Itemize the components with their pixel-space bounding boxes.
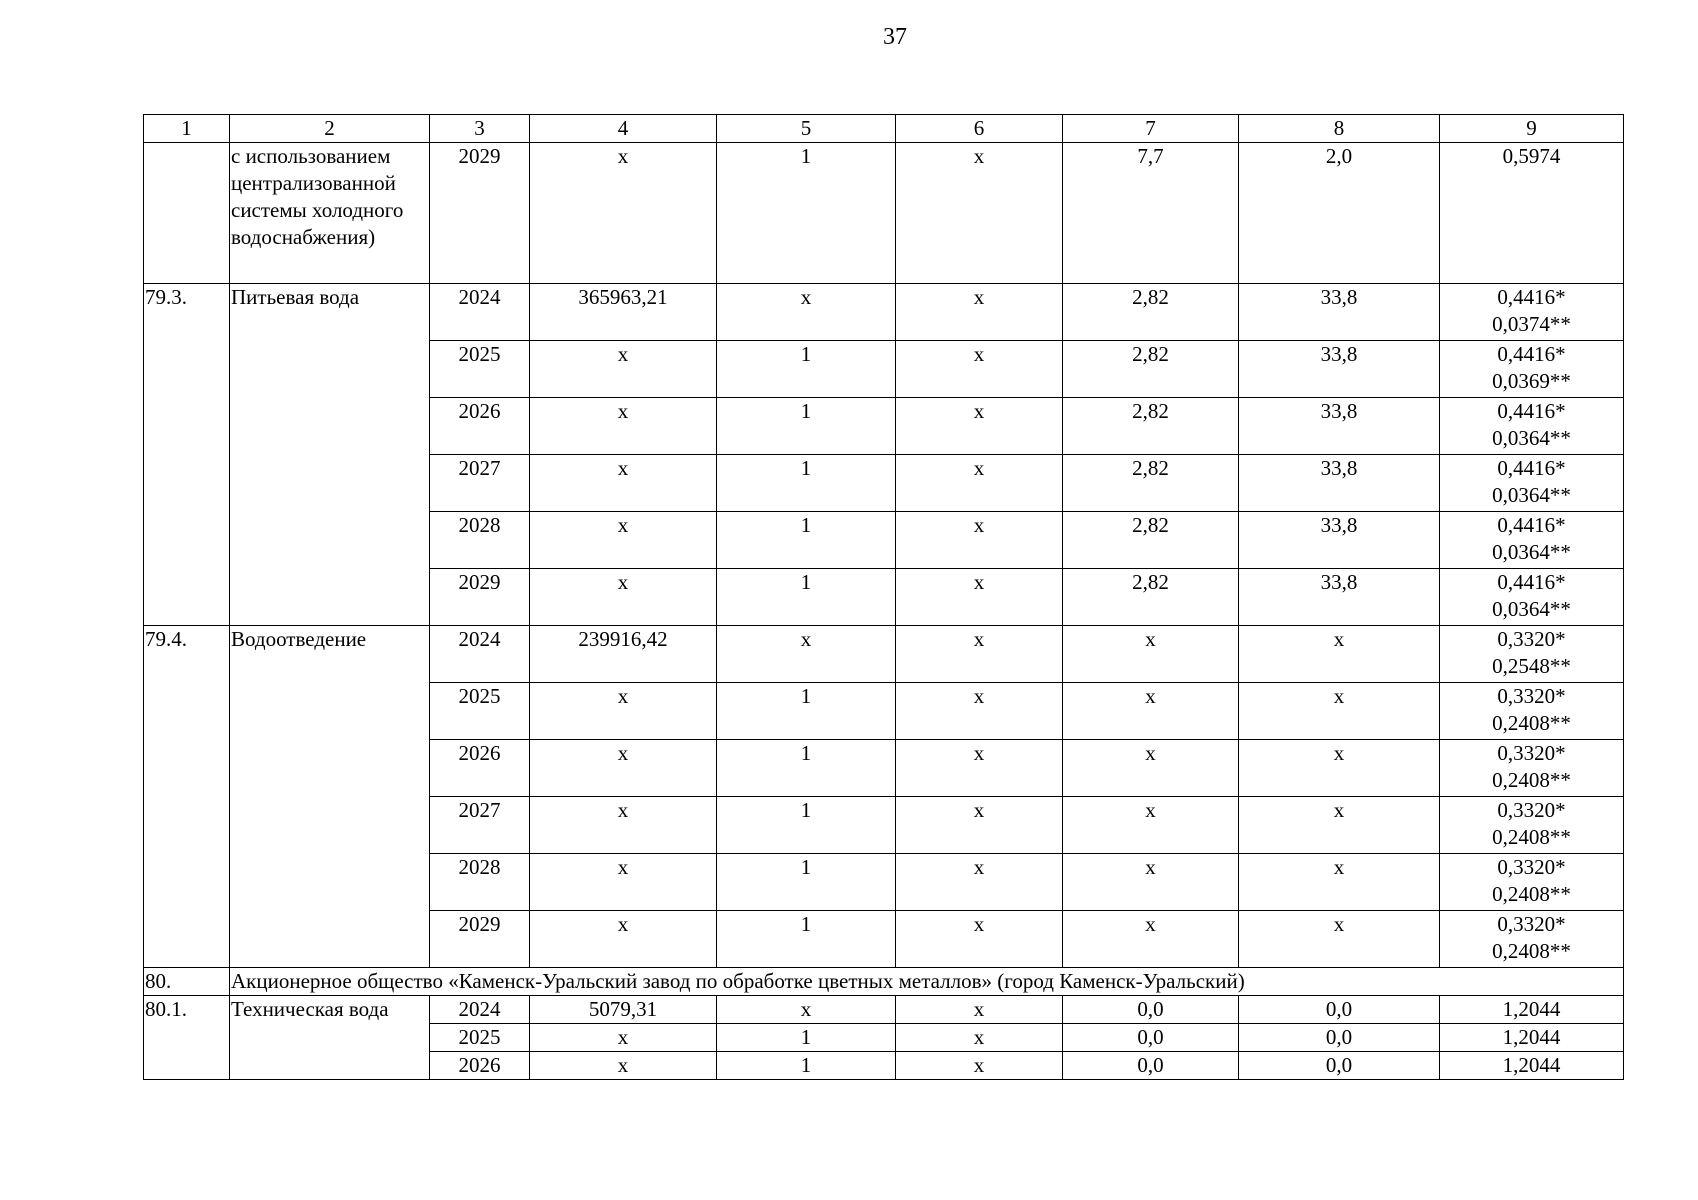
col9-value-secondary: 0,0364** <box>1492 426 1571 450</box>
col4-cell: 239916,42 <box>530 626 717 683</box>
col9-value-primary: 1,2044 <box>1502 997 1561 1021</box>
column-number-header-row <box>144 115 1624 143</box>
col9-cell <box>1440 1024 1624 1052</box>
col9-value-primary: 0,3320* <box>1497 798 1566 822</box>
table-row <box>144 143 1624 284</box>
year-cell: 2026 <box>430 398 530 455</box>
col4-cell: х <box>530 569 717 626</box>
header-cell: 4 <box>530 115 717 143</box>
col9-cell <box>1440 996 1624 1024</box>
col9-value-primary: 0,3320* <box>1497 684 1566 708</box>
col7-cell: 2,82 <box>1063 569 1239 626</box>
item-number-cell: 79.4. <box>144 626 230 968</box>
col4-cell: х <box>530 455 717 512</box>
header-cell: 7 <box>1063 115 1239 143</box>
col5-cell: 1 <box>717 569 896 626</box>
item-number-cell: 80. <box>144 968 230 996</box>
col5-cell: 1 <box>717 1024 896 1052</box>
col5-cell: 1 <box>717 512 896 569</box>
year-cell: 2025 <box>430 683 530 740</box>
col9-cell <box>1440 854 1624 911</box>
year-cell: 2026 <box>430 740 530 797</box>
col7-cell: х <box>1063 911 1239 968</box>
col9-value-primary: 0,3320* <box>1497 741 1566 765</box>
col7-cell: 2,82 <box>1063 398 1239 455</box>
col6-cell: х <box>896 143 1063 284</box>
col9-value-secondary: 0,2408** <box>1492 711 1571 735</box>
col7-cell: 2,82 <box>1063 512 1239 569</box>
col7-cell: х <box>1063 740 1239 797</box>
item-name-cell: с использованием централизованной системы холодного водоснабжения) <box>230 143 430 284</box>
col8-cell: 33,8 <box>1239 398 1440 455</box>
col9-value-secondary: 0,2408** <box>1492 939 1571 963</box>
col8-cell: 33,8 <box>1239 512 1440 569</box>
col9-cell <box>1440 569 1624 626</box>
item-name-cell: Водоотведение <box>230 626 430 968</box>
year-cell: 2025 <box>430 341 530 398</box>
col5-cell: 1 <box>717 143 896 284</box>
col6-cell: х <box>896 512 1063 569</box>
col7-cell: 7,7 <box>1063 143 1239 284</box>
col7-cell: 2,82 <box>1063 455 1239 512</box>
col9-value-secondary: 0,0369** <box>1492 369 1571 393</box>
col7-cell: х <box>1063 797 1239 854</box>
col6-cell: х <box>896 398 1063 455</box>
year-cell: 2029 <box>430 911 530 968</box>
col9-cell <box>1440 398 1624 455</box>
col4-cell: 365963,21 <box>530 284 717 341</box>
col5-cell: 1 <box>717 797 896 854</box>
col5-cell: 1 <box>717 854 896 911</box>
col6-cell: х <box>896 284 1063 341</box>
header-cell: 1 <box>144 115 230 143</box>
col9-cell <box>1440 797 1624 854</box>
col8-cell: х <box>1239 854 1440 911</box>
col9-cell <box>1440 143 1624 284</box>
col6-cell: х <box>896 1052 1063 1080</box>
col9-value-primary: 0,4416* <box>1497 285 1566 309</box>
header-cell: 2 <box>230 115 430 143</box>
col7-cell: х <box>1063 683 1239 740</box>
col6-cell: х <box>896 341 1063 398</box>
table-row <box>144 626 1624 683</box>
col7-cell: 2,82 <box>1063 284 1239 341</box>
col8-cell: х <box>1239 683 1440 740</box>
year-cell: 2026 <box>430 1052 530 1080</box>
col7-cell: х <box>1063 626 1239 683</box>
col8-cell: х <box>1239 911 1440 968</box>
col9-value-primary: 0,4416* <box>1497 342 1566 366</box>
col9-value-primary: 0,4416* <box>1497 570 1566 594</box>
col7-cell: 0,0 <box>1063 1024 1239 1052</box>
col4-cell: х <box>530 143 717 284</box>
col9-cell <box>1440 512 1624 569</box>
col9-cell <box>1440 284 1624 341</box>
organization-name-cell: Акционерное общество «Каменск-Уральский завод по обработке цветных металлов» (город Каменск-Уральский) <box>230 968 1624 996</box>
col9-value-primary: 0,3320* <box>1497 855 1566 879</box>
col8-cell: х <box>1239 797 1440 854</box>
item-name-cell: Питьевая вода <box>230 284 430 626</box>
col5-cell: 1 <box>717 341 896 398</box>
col9-value-primary: 1,2044 <box>1502 1053 1561 1077</box>
col9-cell <box>1440 740 1624 797</box>
col8-cell: 0,0 <box>1239 1024 1440 1052</box>
col9-value-secondary: 0,0374** <box>1492 312 1571 336</box>
organization-row <box>144 968 1624 996</box>
col6-cell: х <box>896 854 1063 911</box>
col7-cell: 0,0 <box>1063 996 1239 1024</box>
year-cell: 2029 <box>430 569 530 626</box>
col7-cell: х <box>1063 854 1239 911</box>
col6-cell: х <box>896 1024 1063 1052</box>
col8-cell: 33,8 <box>1239 284 1440 341</box>
col9-value-primary: 0,4416* <box>1497 399 1566 423</box>
col9-cell <box>1440 683 1624 740</box>
header-cell: 6 <box>896 115 1063 143</box>
header-cell: 5 <box>717 115 896 143</box>
col9-cell <box>1440 911 1624 968</box>
col5-cell: х <box>717 626 896 683</box>
col5-cell: 1 <box>717 455 896 512</box>
header-cell: 8 <box>1239 115 1440 143</box>
col6-cell: х <box>896 683 1063 740</box>
col4-cell: х <box>530 740 717 797</box>
col4-cell: х <box>530 341 717 398</box>
col8-cell: 33,8 <box>1239 455 1440 512</box>
col4-cell: х <box>530 797 717 854</box>
col9-value-secondary: 0,2548** <box>1492 654 1571 678</box>
col5-cell: 1 <box>717 740 896 797</box>
year-cell: 2028 <box>430 512 530 569</box>
year-cell: 2029 <box>430 143 530 284</box>
col4-cell: х <box>530 854 717 911</box>
col5-cell: 1 <box>717 398 896 455</box>
col7-cell: 2,82 <box>1063 341 1239 398</box>
tariff-table <box>143 114 1624 1080</box>
col8-cell: х <box>1239 740 1440 797</box>
item-number-cell: 79.3. <box>144 284 230 626</box>
col8-cell: 2,0 <box>1239 143 1440 284</box>
col6-cell: х <box>896 740 1063 797</box>
col8-cell: 0,0 <box>1239 1052 1440 1080</box>
col4-cell: х <box>530 1052 717 1080</box>
col6-cell: х <box>896 569 1063 626</box>
col9-value-secondary: 0,2408** <box>1492 825 1571 849</box>
page-number: 37 <box>883 24 907 50</box>
col4-cell: х <box>530 512 717 569</box>
col4-cell: 5079,31 <box>530 996 717 1024</box>
year-cell: 2025 <box>430 1024 530 1052</box>
header-cell: 9 <box>1440 115 1624 143</box>
col9-value-secondary: 0,2408** <box>1492 768 1571 792</box>
col9-cell <box>1440 626 1624 683</box>
col9-cell <box>1440 341 1624 398</box>
col5-cell: 1 <box>717 1052 896 1080</box>
col9-value-primary: 0,4416* <box>1497 513 1566 537</box>
col5-cell: х <box>717 284 896 341</box>
col9-value-primary: 0,3320* <box>1497 627 1566 651</box>
col8-cell: х <box>1239 626 1440 683</box>
header-cell: 3 <box>430 115 530 143</box>
col6-cell: х <box>896 455 1063 512</box>
col4-cell: х <box>530 398 717 455</box>
col9-value-secondary: 0,0364** <box>1492 597 1571 621</box>
col4-cell: х <box>530 1024 717 1052</box>
col7-cell: 0,0 <box>1063 1052 1239 1080</box>
year-cell: 2024 <box>430 284 530 341</box>
year-cell: 2024 <box>430 626 530 683</box>
col6-cell: х <box>896 911 1063 968</box>
item-number-cell <box>144 143 230 284</box>
year-cell: 2027 <box>430 797 530 854</box>
col9-value-secondary: 0,0364** <box>1492 540 1571 564</box>
item-number-cell: 80.1. <box>144 996 230 1080</box>
col9-cell <box>1440 1052 1624 1080</box>
col8-cell: 33,8 <box>1239 341 1440 398</box>
col9-value: 0,5974 <box>1502 144 1561 168</box>
col9-cell <box>1440 455 1624 512</box>
col5-cell: 1 <box>717 683 896 740</box>
table-row <box>144 996 1624 1024</box>
col8-cell: 33,8 <box>1239 569 1440 626</box>
col6-cell: х <box>896 626 1063 683</box>
col4-cell: х <box>530 911 717 968</box>
year-cell: 2027 <box>430 455 530 512</box>
col5-cell: 1 <box>717 911 896 968</box>
col6-cell: х <box>896 797 1063 854</box>
col6-cell: х <box>896 996 1063 1024</box>
table-row <box>144 284 1624 341</box>
item-name-cell: Техническая вода <box>230 996 430 1080</box>
col8-cell: 0,0 <box>1239 996 1440 1024</box>
year-cell: 2024 <box>430 996 530 1024</box>
col9-value-primary: 0,3320* <box>1497 912 1566 936</box>
col9-value-primary: 1,2044 <box>1502 1025 1561 1049</box>
col9-value-primary: 0,4416* <box>1497 456 1566 480</box>
year-cell: 2028 <box>430 854 530 911</box>
col5-cell: х <box>717 996 896 1024</box>
col4-cell: х <box>530 683 717 740</box>
col9-value-secondary: 0,2408** <box>1492 882 1571 906</box>
col9-value-secondary: 0,0364** <box>1492 483 1571 507</box>
